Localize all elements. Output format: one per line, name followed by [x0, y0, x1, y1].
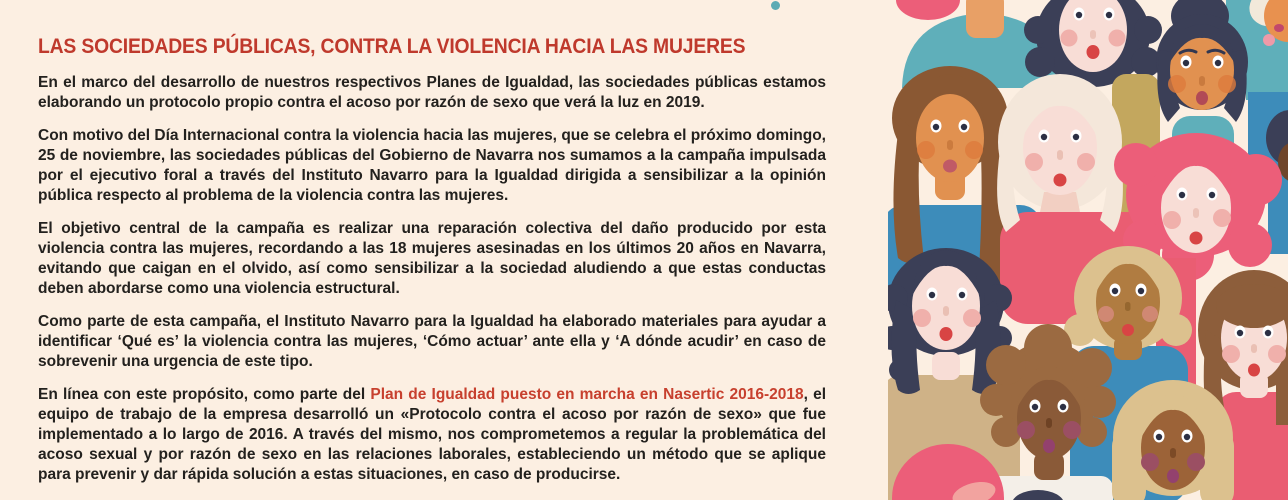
page-title: LAS SOCIEDADES PÚBLICAS, CONTRA LA VIOLENCIA HACIA LAS MUJERES: [38, 34, 746, 58]
paragraph-text: Con motivo del Día Internacional contra la violencia hacia las mujeres, que se celebra el próximo domingo, 25 de noviembre, las sociedades públicas del Gobierno de Navarra nos sumamos a la campaña impulsada por el ejecutivo foral a través del Instituto Navarro para la Igualdad dirigida a sensibilizar a la opinión pública respecto al problema de la violencia contra las mujeres.: [38, 126, 826, 204]
paragraph: [38, 385, 826, 485]
paragraph-text: , el equipo de trabajo de la empresa desarrolló un «Protocolo contra el acoso por razón de sexo» que fue implementado a lo largo de 2016. A través del mismo, nos comprometemos a regular la problemática del acoso sexual y por razón de sexo en las relaciones laborales, estableciendo un método que se aplique para prevenir y dar rápida solución a estas situaciones, en caso de producirse.: [38, 385, 826, 483]
paragraph-text: En línea con este propósito, como parte del: [38, 385, 371, 403]
women-crowd-illustration: [888, 0, 1288, 500]
paragraph: [38, 126, 826, 206]
paragraph: [38, 312, 826, 372]
paragraph-text: Como parte de esta campaña, el Instituto Navarro para la Igualdad ha elaborado materiales para ayudar a identificar ‘Qué es’ la violencia contra las mujeres, ‘Cómo actuar’ ante ella y ‘A dónde acudir’ en caso de sobrevenir una urgencia de este tipo.: [38, 312, 826, 370]
paragraph-text: En el marco del desarrollo de nuestros respectivos Planes de Igualdad, las sociedades públicas estamos elaborando un protocolo propio contra el acoso por razón de sexo que verá la luz en 2019.: [38, 73, 826, 111]
article-paragraphs: [38, 73, 826, 485]
paragraph: [38, 219, 826, 299]
nasertic-plan-link[interactable]: Plan de Igualdad puesto en marcha en Nasertic 2016-2018: [370, 385, 804, 403]
article: [38, 36, 826, 498]
woman-figure-blonde-long: [1112, 380, 1234, 500]
paragraph: [38, 73, 826, 113]
decorative-dot: [771, 1, 780, 10]
paragraph-text: El objetivo central de la campaña es realizar una reparación colectiva del daño producido por esta violencia contra las mujeres, recordando a las 18 mujeres asesinadas en los últimos 20 años en Navarra, evitando que caigan en el olvido, así como sensibilizar a la sociedad aludiendo a que estas conductas deben abordarse como una violencia estructural.: [38, 219, 826, 297]
